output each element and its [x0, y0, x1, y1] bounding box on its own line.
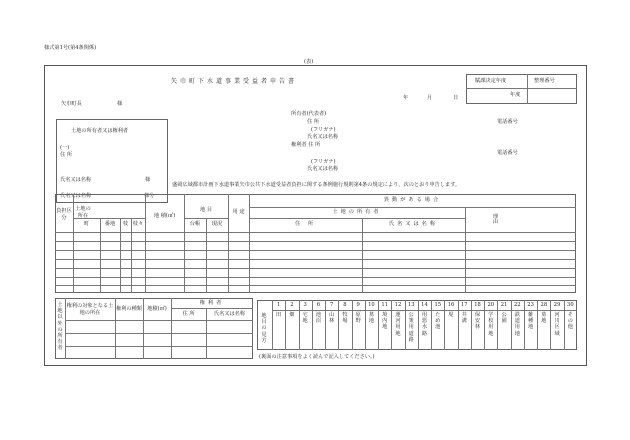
left-box-bunsama: 様分 [144, 193, 155, 199]
col-jusho: 住 所 [294, 221, 317, 228]
owner-address-label: 住 所 [307, 119, 320, 125]
fuka-year-label: 賦課決定年度 [475, 78, 507, 84]
chimoku-name: 運 河 用 地 [395, 312, 401, 337]
chimoku-name: 田 [276, 312, 282, 318]
col-shurui: 権利の種類 [116, 306, 142, 313]
left-box-name2: 氏名又は名称 [60, 193, 92, 199]
chimoku-name: 原 野 [355, 312, 361, 325]
chimoku-label: 地 目 の 見 方 [261, 313, 267, 344]
owner-furigana-label: (フリガナ) [311, 127, 336, 133]
chimoku-number: 14 [421, 301, 428, 308]
chimoku-name: 鉄 道 用 地 [514, 312, 520, 337]
col-shozai: 土地の所在 [75, 206, 91, 219]
mayor-sama: 様 [117, 101, 123, 107]
form-title: 矢巾町下水道事業受益者申告書 [171, 78, 298, 85]
col-youto: 用 途 [232, 209, 245, 216]
col-jusho2: 住 所 [182, 310, 195, 317]
form-sheet [44, 65, 587, 366]
chimoku-name: 井 溝 [461, 312, 467, 325]
col-edaeda: 枝々 [132, 221, 144, 228]
col-cho: 町 [83, 221, 90, 228]
footnote: (裏面の注意事項をよく読んで記入してください。) [259, 354, 375, 360]
tochi-shoyusha: 土地の所有者 [332, 209, 382, 216]
owner-name-label: 氏名又は名称 [307, 134, 339, 140]
chimoku-name: 公 園 [501, 312, 507, 325]
owner-phone-label: 電話番号 [497, 119, 518, 125]
chimoku-number: 10 [368, 301, 375, 308]
side-label: (表) [304, 59, 314, 65]
chimoku-number: 23 [527, 301, 534, 308]
chimoku-number: 1 [276, 301, 281, 308]
col-chiseki2: 地積(㎡) [147, 306, 167, 313]
chimoku-number: 17 [460, 301, 468, 308]
chimoku-name: 公 衆 用 道 路 [408, 312, 414, 343]
holder-address-label: 権利者 住 所 [291, 142, 321, 148]
chimoku-name: 牧 場 [342, 312, 348, 325]
holder-furigana-label: (フリガナ) [311, 159, 336, 165]
left-box-heading: 土地の所有者又は権利者 [71, 128, 129, 134]
col-riyu: 理 由 [492, 213, 549, 225]
date-year: 年 [403, 95, 409, 101]
chimoku-number: 18 [474, 301, 481, 308]
left-box-name1: 氏名又は名称 [60, 177, 92, 183]
chimoku-number: 12 [394, 301, 402, 308]
chimoku-name: 山 林 [329, 312, 335, 325]
chimoku-name: 宅 地 [302, 312, 308, 325]
chimoku-name: 墓 地 [541, 312, 547, 325]
chimoku-number: 16 [447, 301, 455, 308]
chimoku-name: 学 校 用 地 [488, 312, 494, 337]
col-genkyo: 現況 [211, 221, 223, 228]
col-chiseki: 地 積(㎡) [153, 212, 176, 219]
chimoku-name: 墓 地 [368, 312, 375, 325]
chimoku-name: 用 悪 水 路 [421, 312, 428, 337]
chimoku-name: 保 安 林 [474, 312, 481, 331]
chimoku-name: 境 内 地 [382, 312, 388, 331]
holder-name-label: 氏名又は名称 [307, 166, 339, 172]
chimoku-number: 20 [487, 301, 495, 308]
chimoku-number: 28 [540, 301, 548, 308]
col-shimei2: 氏名又は名称 [213, 310, 246, 317]
chimoku-name: 池 沼 [315, 312, 321, 325]
chimoku-name: た め 池 [435, 312, 441, 331]
chimoku-number: 11 [381, 301, 388, 308]
chimoku-number: 22 [514, 301, 521, 308]
col-shimei: 氏名又は名称 [388, 221, 439, 228]
ido-header: 異動がある場合 [383, 197, 442, 204]
left-box-address: 住 所 [60, 152, 73, 158]
left-box-sama: 様 [145, 177, 151, 183]
chimoku-number: 30 [567, 301, 574, 308]
chimoku-number: 8 [343, 301, 347, 308]
rights-left-side: 土 地 以 外 の 所 有 者 [57, 302, 63, 352]
chimoku-number: 13 [407, 301, 415, 308]
statement-text: 盛岡広域都市計画下水道事業矢巾公共下水道受益者負担に関する条例施行規則第4条の規定により、次のとおり申告します。 [172, 182, 461, 188]
chimoku-number: 21 [500, 301, 508, 308]
chimoku-number: 9 [356, 301, 360, 308]
col-taisho: 権利の対象となる土地の所在 [66, 303, 114, 316]
col-futan: 負担区分 [56, 208, 72, 221]
chimoku-name: そ の 他 [567, 312, 573, 331]
col-chimoku: 地 目 [199, 207, 213, 214]
chimoku-number: 15 [434, 301, 442, 308]
holder-phone-label: 電話番号 [497, 150, 518, 156]
date-day: 日 [453, 95, 459, 101]
col-eda: 枝 [122, 221, 129, 228]
seiri-number-label: 整理番号 [534, 78, 555, 84]
form-code: 様式第1号(第4条関係) [44, 45, 97, 51]
chimoku-name: 堤 [448, 312, 454, 318]
chimoku-name: 河 川 区 域 [554, 312, 560, 337]
chimoku-name: 畑 [289, 312, 295, 318]
col-daicho: 台帳 [189, 221, 201, 228]
year-unit: 年度 [510, 92, 521, 98]
mayor-label: 矢巾町長 [61, 101, 82, 107]
col-banchi: 番地 [104, 221, 116, 228]
left-box-bracket: (一) [60, 145, 70, 151]
chimoku-number: 7 [330, 301, 334, 308]
chimoku-number: 6 [316, 301, 321, 308]
kenrisha: 権利者 [199, 299, 225, 306]
chimoku-number: 2 [290, 301, 294, 308]
chimoku-name: 雑 種 地 [527, 312, 534, 331]
chimoku-number: 3 [303, 301, 307, 308]
owner-rep-label: 所有者(代表者) [291, 111, 327, 117]
chimoku-number: 29 [553, 301, 561, 308]
date-month: 月 [427, 95, 433, 101]
